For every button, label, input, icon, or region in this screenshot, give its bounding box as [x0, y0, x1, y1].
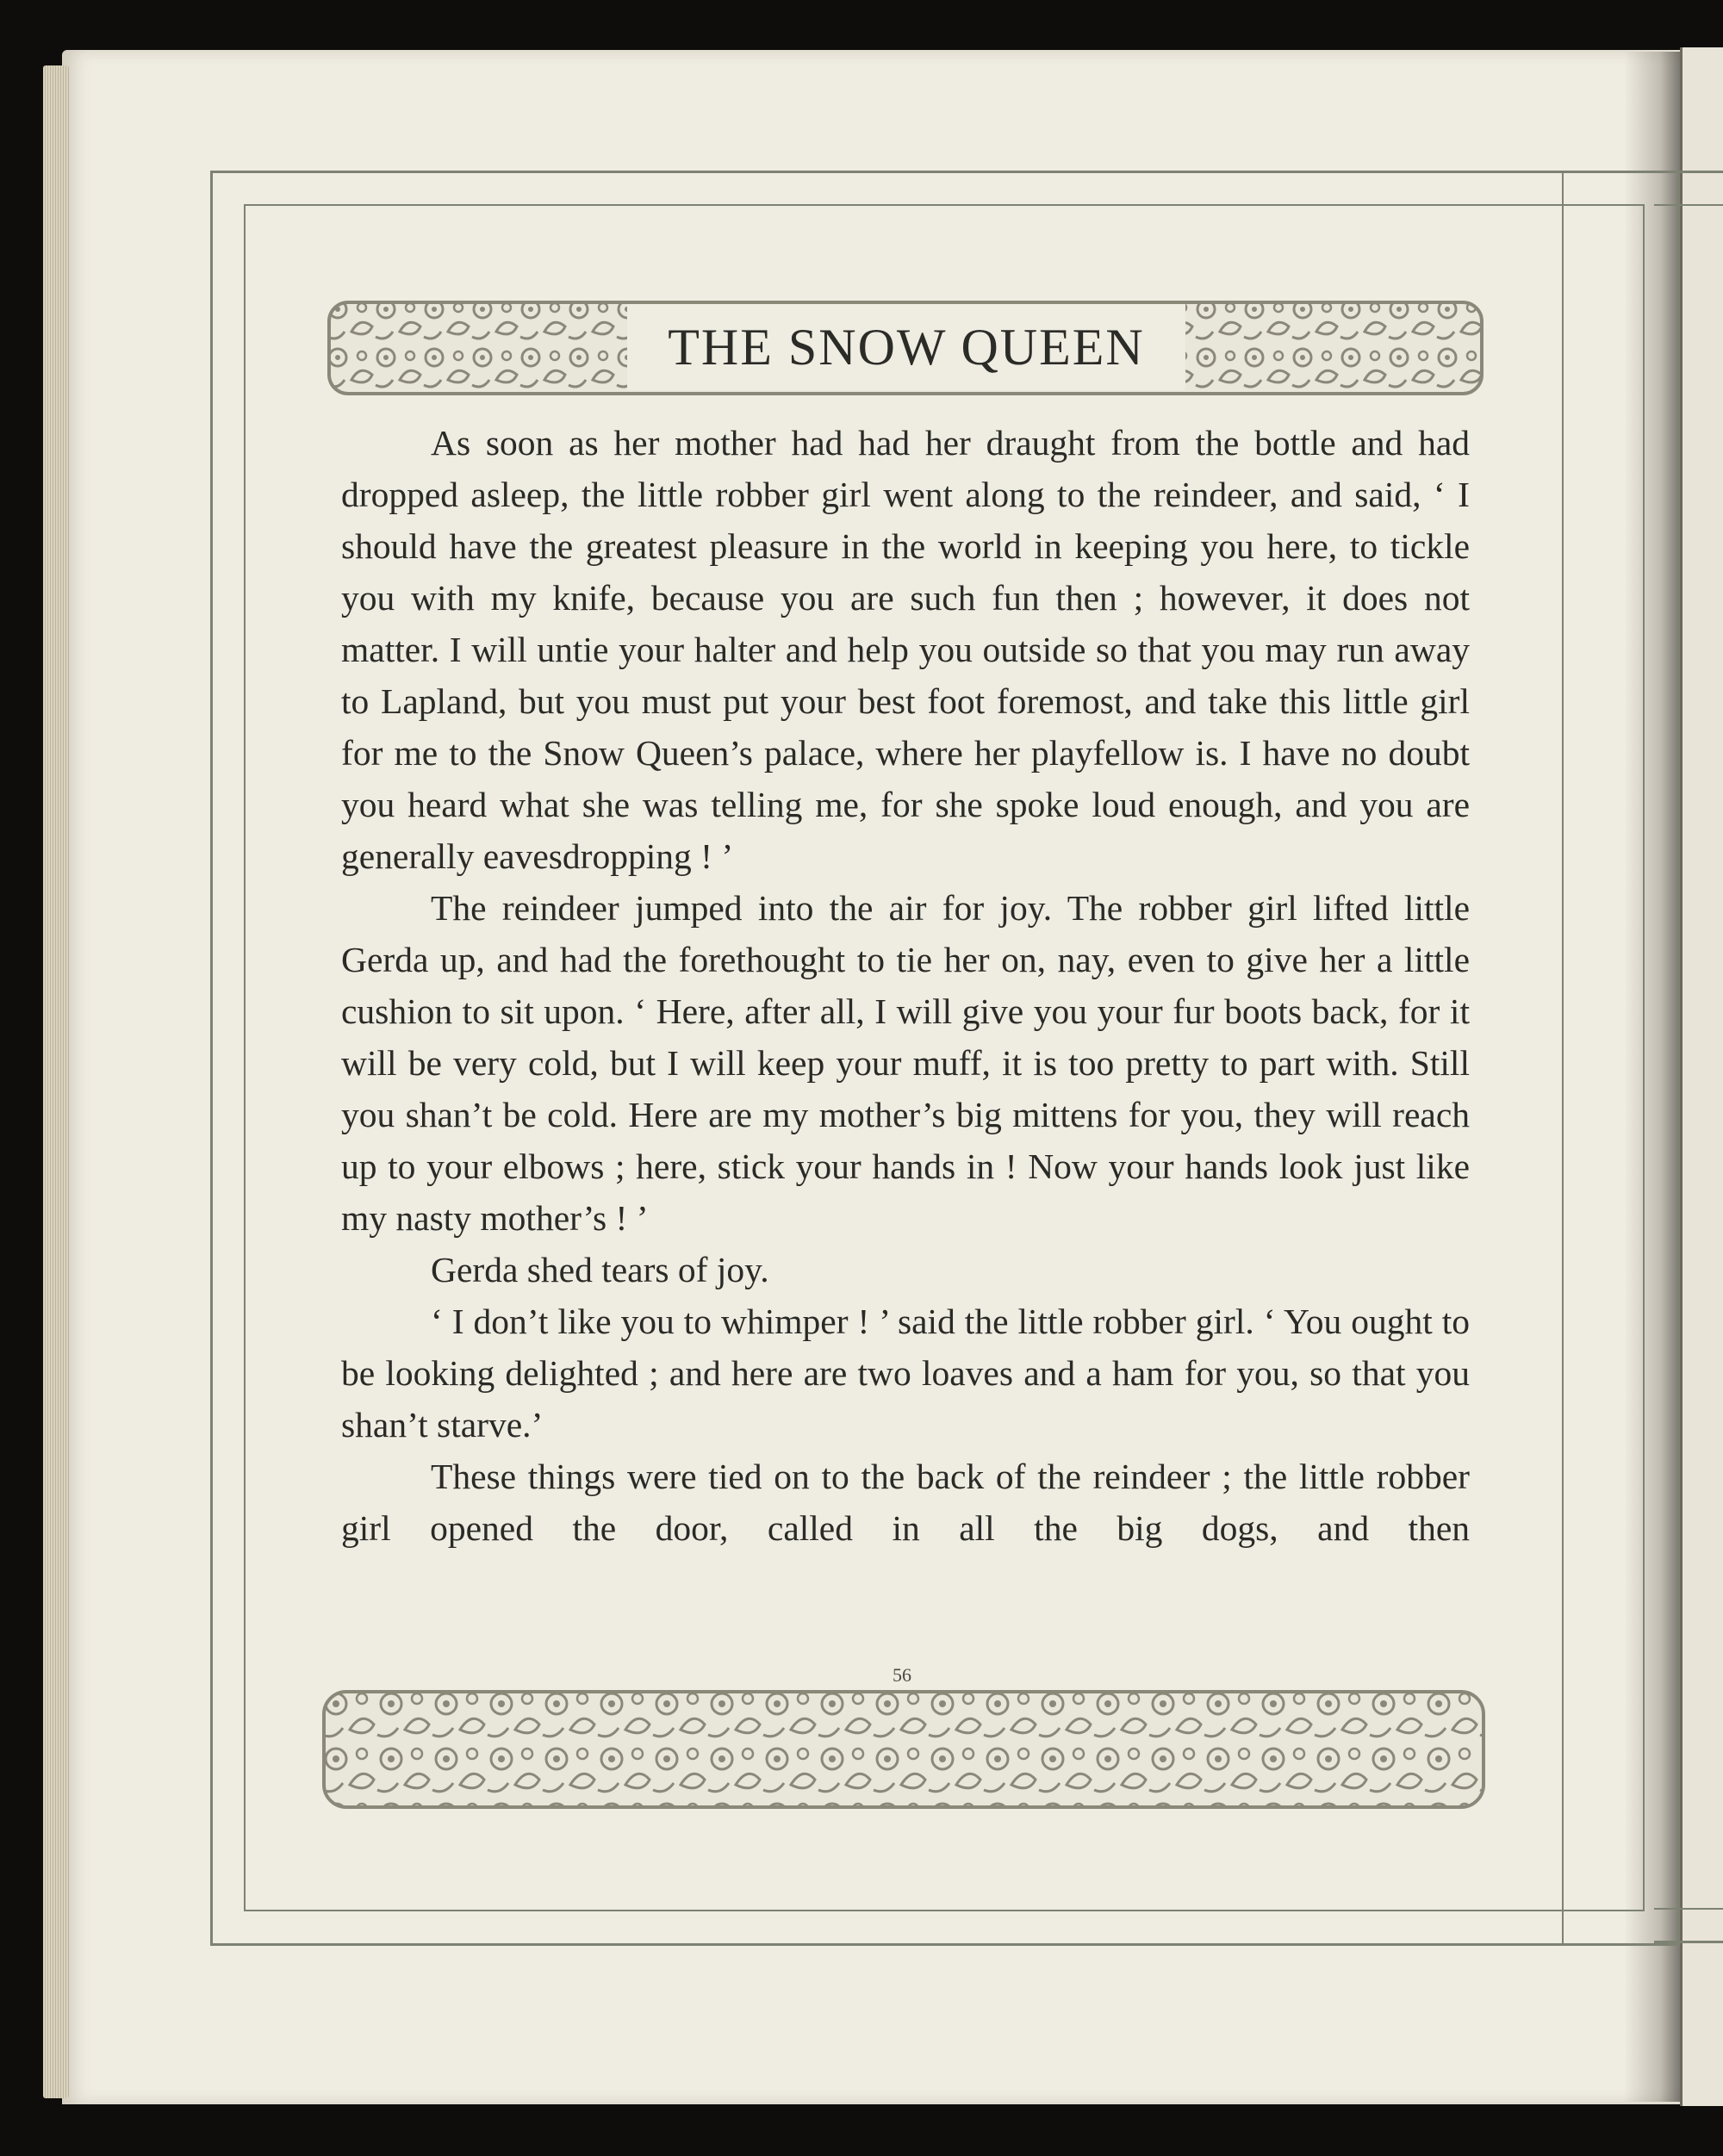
page-number: 56	[893, 1664, 911, 1686]
border-rule	[1654, 171, 1723, 173]
paragraph: The reindeer jumped into the air for joy. The robber girl lifted little Gerda up, and had the forethought to tie her on, nay, even to give her a little cushion to sit upon. ‘ Here, after all, I will give you your fur boots back, for it will be very cold, but I will keep your muff, it is too pretty to part with. Still you shan’t be cold. Here are my mother’s big mittens for you, they will reach up to your elbows ; here, stick your hands in ! Now your hands look just like my nasty mother’s ! ’	[341, 888, 1470, 1238]
page-edges	[43, 65, 69, 2098]
border-rule	[1654, 204, 1723, 206]
footer-ornament	[320, 1687, 1487, 1812]
page-title: THE SNOW QUEEN	[668, 318, 1145, 376]
border-rule	[1654, 1908, 1723, 1910]
border-rule	[1654, 1941, 1723, 1943]
floral-scroll-ornament-icon	[320, 1687, 1487, 1812]
facing-page-edge	[1680, 47, 1723, 2106]
border-vertical-rule	[1562, 171, 1564, 1943]
paragraph: As soon as her mother had had her draught from the bottle and had dropped asleep, the little robber girl went along to the reindeer, and said, ‘ I should have the greatest pleasure in the world in keeping you here, to tickle you with my knife, because you are such fun then ; however, it does not matter. I will untie your halter and help you outside so that you may run away to Lapland, but you must put your best foot foremost, and take this little girl for me to the Snow Queen’s palace, where her playfellow is. I have no doubt you heard what she was telling me, for she spoke loud enough, and you are generally eavesdropping ! ’	[341, 423, 1470, 876]
body-text	[341, 417, 1470, 1554]
paragraph: Gerda shed tears of joy.	[431, 1250, 769, 1289]
paragraph: These things were tied on to the back of the reindeer ; the little robber girl opened the door, called in all the big dogs, and then	[341, 1457, 1470, 1548]
header-ornament	[326, 297, 1485, 399]
header-title-box	[627, 304, 1185, 390]
paragraph: ‘ I don’t like you to whimper ! ’ said the little robber girl. ‘ You ought to be looking delighted ; and here are two loaves and a ham for you, so that you shan’t starve.’	[341, 1302, 1470, 1445]
